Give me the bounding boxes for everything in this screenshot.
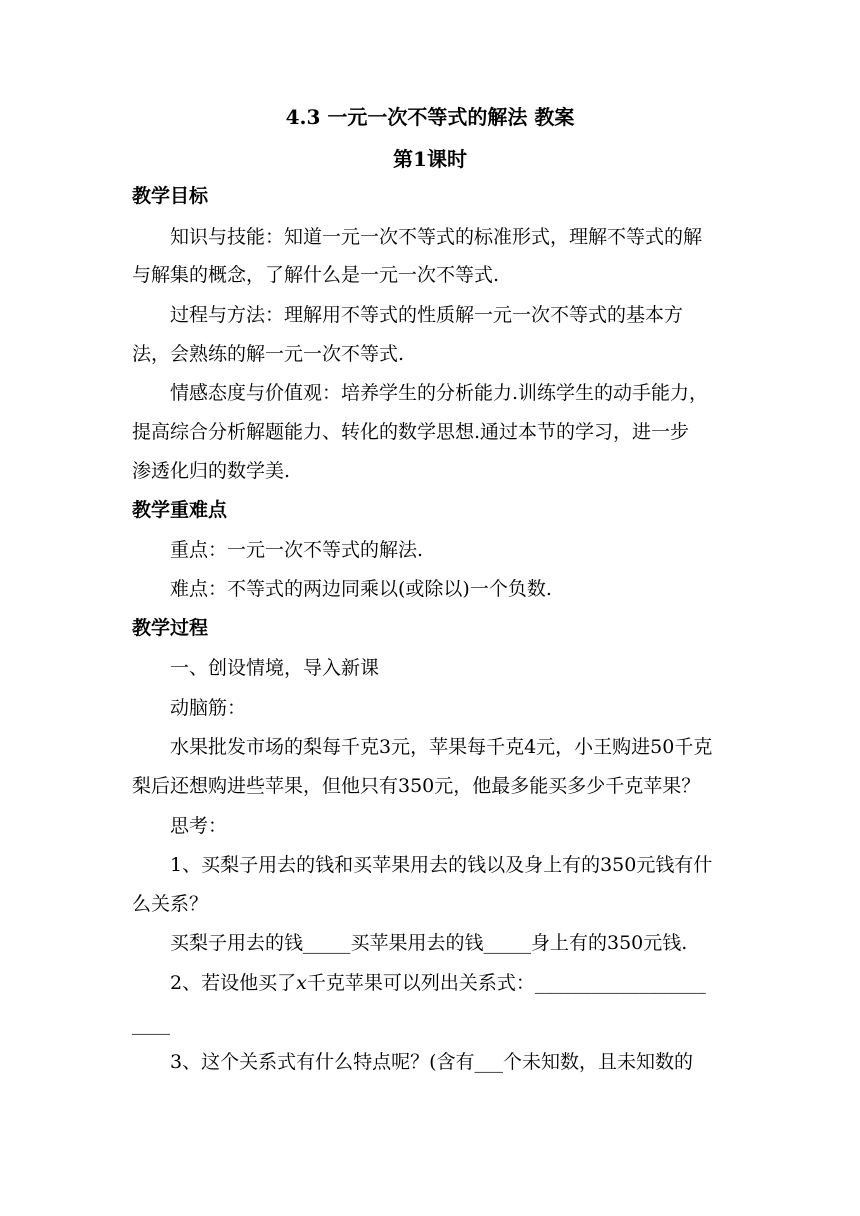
question-2-line-1 [170, 971, 735, 995]
question-2-suffix: 千克苹果可以列出关系式：__________________ [306, 972, 706, 994]
document-subtitle: 第1课时 [393, 147, 467, 171]
fill-in-relation: 买梨子用去的钱_____买苹果用去的钱_____身上有的350元钱. [170, 932, 688, 954]
question-3-line-1: 3、这个关系式有什么特点呢？(含有___个未知数，且未知数的 [170, 1051, 694, 1073]
question-2-prefix: 2、若设他买了 [170, 972, 297, 994]
question-1-line-1: 1、买梨子用去的钱和买苹果用去的钱以及身上有的350元钱有什 [170, 854, 713, 876]
section-heading-process: 教学过程 [132, 617, 209, 639]
objectives-paragraph-2-line-2: 法，会熟练的解一元一次不等式. [132, 343, 405, 365]
process-step-1: 一、创设情境，导入新课 [170, 657, 380, 679]
problem-line-1: 水果批发市场的梨每千克3元，苹果每千克4元，小王购进50千克 [170, 736, 713, 758]
question-1-line-2: 么关系？ [132, 893, 209, 915]
think-label: 思考： [170, 815, 228, 837]
document-title: 4.3 一元一次不等式的解法 教案 [285, 105, 575, 129]
objectives-paragraph-3-line-3: 渗透化归的数学美. [132, 460, 291, 482]
brainstorm-label: 动脑筋： [170, 697, 247, 719]
objectives-paragraph-3-line-1: 情感态度与价值观：培养学生的分析能力.训练学生的动手能力， [170, 382, 709, 404]
section-heading-key-points: 教学重难点 [132, 499, 228, 521]
objectives-paragraph-3-line-2: 提高综合分析解题能力、转化的数学思想.通过本节的学习，进一步 [132, 421, 690, 443]
key-point-text: 重点：一元一次不等式的解法. [170, 539, 424, 561]
question-2-line-2: ____ [132, 1013, 170, 1035]
objectives-paragraph-1-line-1: 知识与技能：知道一元一次不等式的标准形式，理解不等式的解 [170, 226, 703, 248]
section-heading-objectives: 教学目标 [132, 185, 209, 207]
objectives-paragraph-1-line-2: 与解集的概念，了解什么是一元一次不等式. [132, 264, 500, 286]
problem-line-2: 梨后还想购进些苹果，但他只有350元，他最多能买多少千克苹果？ [132, 775, 701, 797]
objectives-paragraph-2-line-1: 过程与方法：理解用不等式的性质解一元一次不等式的基本方 [170, 304, 684, 326]
variable-x: x [296, 972, 307, 994]
difficulty-text: 难点：不等式的两边同乘以(或除以)一个负数. [170, 578, 552, 600]
